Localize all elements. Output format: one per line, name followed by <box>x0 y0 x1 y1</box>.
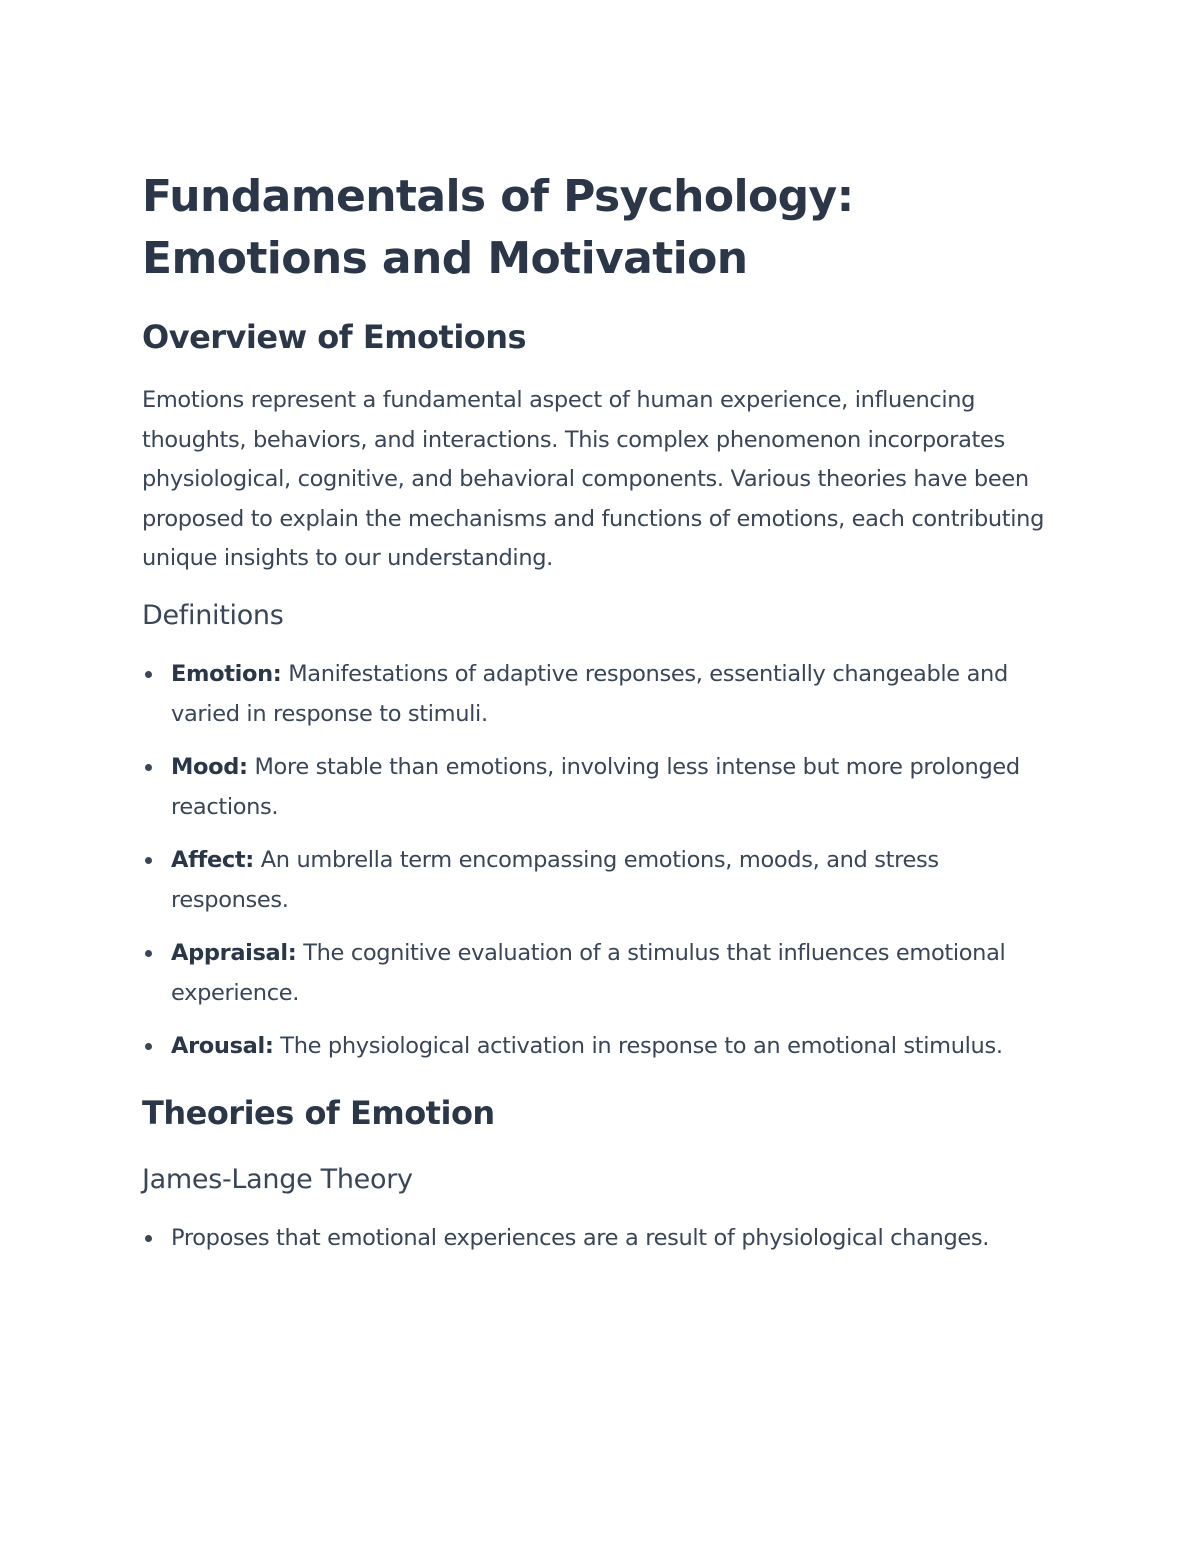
bullet-icon <box>145 1043 152 1050</box>
list-item-text: Proposes that emotional experiences are a result of physiological changes. <box>171 1224 990 1251</box>
definitions-list <box>142 654 1062 1066</box>
subsection-heading-james-lange: James-Lange Theory <box>142 1163 413 1195</box>
definition-text: The cognitive evaluation of a stimulus that influences emotional experience. <box>171 939 1006 1006</box>
definition-item <box>142 1026 1062 1066</box>
definition-text: An umbrella term encompassing emotions, moods, and stress responses. <box>171 846 939 913</box>
james-lange-list <box>142 1218 1062 1258</box>
definition-term: Affect: <box>171 846 254 873</box>
definition-item <box>142 747 1062 827</box>
definition-item <box>142 933 1062 1013</box>
bullet-icon <box>145 764 152 771</box>
definition-term: Appraisal: <box>171 939 297 966</box>
definition-item <box>142 840 1062 920</box>
definition-term: Arousal: <box>171 1032 274 1059</box>
definition-text: Manifestations of adaptive responses, essentially changeable and varied in response to stimuli. <box>171 660 1008 727</box>
subsection-heading-definitions: Definitions <box>142 599 284 631</box>
overview-paragraph: Emotions represent a fundamental aspect of human experience, influencing thoughts, behaviors, and interactions. This complex phenomenon incorporates physiological, cognitive, and behavioral components. Various theories have been proposed to explain the mechanisms and functions of emotions, each contributing unique insights to our understanding. <box>142 387 1045 571</box>
definition-text: More stable than emotions, involving less intense but more prolonged reactions. <box>171 753 1020 820</box>
document-page <box>142 160 1062 1258</box>
definition-term: Emotion: <box>171 660 282 687</box>
bullet-icon <box>145 671 152 678</box>
list-item <box>142 1218 1062 1258</box>
bullet-icon <box>145 950 152 957</box>
section-heading-overview: Overview of Emotions <box>142 318 527 356</box>
section-heading-theories: Theories of Emotion <box>142 1093 495 1132</box>
document-title: Fundamentals of Psychology: Emotions and Motivation <box>142 171 854 284</box>
definition-item <box>142 654 1062 734</box>
bullet-icon <box>145 857 152 864</box>
definition-text: The physiological activation in response to an emotional stimulus. <box>280 1032 1003 1059</box>
bullet-icon <box>145 1235 152 1242</box>
definition-term: Mood: <box>171 753 248 780</box>
